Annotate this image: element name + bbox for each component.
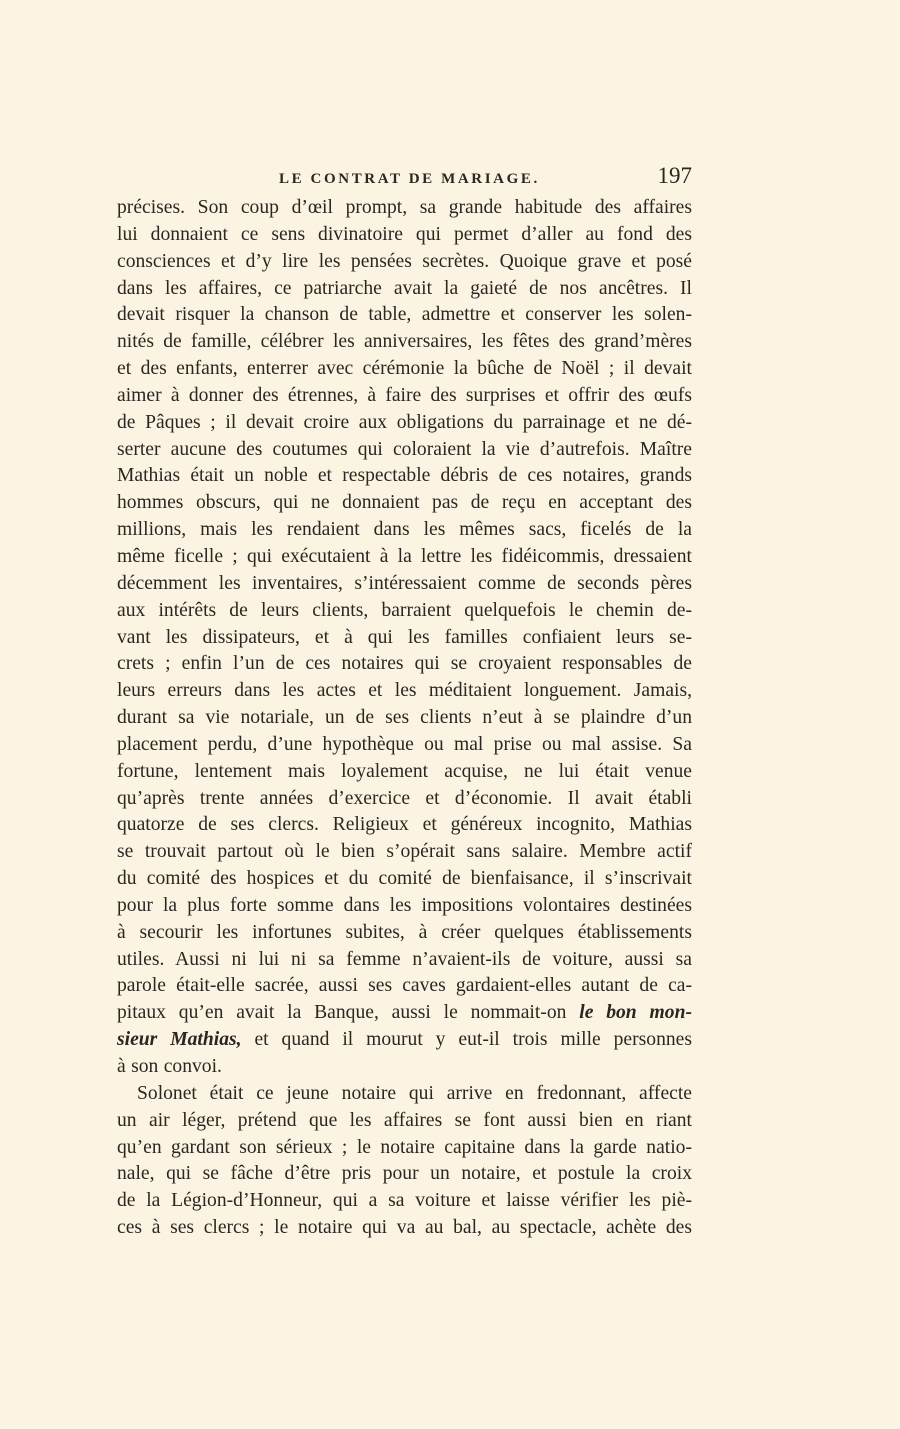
text-line: leurs erreurs dans les actes et les méditaient longuement. Jamais, <box>117 680 692 702</box>
text-line: aimer à donner des étrennes, à faire des surprises et offrir des œufs <box>117 384 692 406</box>
italic-phrase: le bon mon- <box>579 1002 692 1024</box>
text-segment: pitaux qu’en avait la Banque, aussi le nommait-on <box>117 1002 580 1024</box>
text-segment: et quand il mourut y eut-il trois mille personnes <box>241 1029 692 1051</box>
text-line: placement perdu, d’une hypothèque ou mal prise ou mal assise. Sa <box>117 733 692 755</box>
text-line: vant les dissipateurs, et à qui les familles confiaient leurs se- <box>117 626 692 648</box>
text-line: parole était-elle sacrée, aussi ses caves gardaient-elles autant de ca- <box>117 975 692 997</box>
text-line: serter aucune des coutumes qui coloraient la vie d’autrefois. Maître <box>117 438 692 460</box>
page-number: 197 <box>657 163 692 188</box>
text-line: crets ; enfin l’un de ces notaires qui se croyaient responsables de <box>117 653 692 675</box>
text-line: ces à ses clercs ; le notaire qui va au bal, au spectacle, achète des <box>117 1217 692 1239</box>
text-line: hommes obscurs, qui ne donnaient pas de reçu en acceptant des <box>117 492 692 514</box>
text-line: nités de famille, célébrer les anniversaires, les fêtes des grand’mères <box>117 331 692 353</box>
italic-phrase: sieur Mathias, <box>117 1029 242 1051</box>
text-line: même ficelle ; qui exécutaient à la lettre les fidéicommis, dressaient <box>117 545 692 567</box>
running-title: LE CONTRAT DE MARIAGE. <box>279 171 540 187</box>
text-line: fortune, lentement mais loyalement acquise, ne lui était venue <box>117 760 692 782</box>
text-line: à secourir les infortunes subites, à créer quelques établissements <box>117 921 692 943</box>
paragraph-1 <box>117 195 692 1081</box>
text-line: se trouvait partout où le bien s’opérait sans salaire. Membre actif <box>117 841 692 863</box>
text-line: un air léger, prétend que les affaires se font aussi bien en riant <box>117 1109 692 1131</box>
text-line: à son convoi. <box>117 1056 222 1077</box>
text-line: aux intérêts de leurs clients, barraient quelquefois le chemin de- <box>117 599 692 621</box>
text-line: millions, mais les rendaient dans les mêmes sacs, ficelés de la <box>117 519 692 541</box>
text-line: consciences et d’y lire les pensées secrètes. Quoique grave et posé <box>117 250 692 272</box>
text-line: nale, qui se fâche d’être pris pour un notaire, et postule la croix <box>117 1163 692 1185</box>
text-line: précises. Son coup d’œil prompt, sa grande habitude des affaires <box>117 197 692 218</box>
text-line <box>117 1027 692 1054</box>
text-line: durant sa vie notariale, un de ses clients n’eut à se plaindre d’un <box>117 707 692 729</box>
text-line: de la Légion-d’Honneur, qui a sa voiture et laisse vérifier les piè- <box>117 1190 692 1212</box>
text-line: Solonet était ce jeune notaire qui arrive en fredonnant, affecte <box>137 1082 692 1104</box>
text-line: pour la plus forte somme dans les impositions volontaires destinées <box>117 894 692 916</box>
text-line: lui donnaient ce sens divinatoire qui permet d’aller au fond des <box>117 223 692 245</box>
paragraph-2 <box>117 1081 692 1242</box>
text-line: du comité des hospices et du comité de bienfaisance, il s’inscrivait <box>117 868 692 890</box>
text-line: qu’en gardant son sérieux ; le notaire capitaine dans la garde natio- <box>117 1136 692 1158</box>
text-line: dans les affaires, ce patriarche avait la gaieté de nos ancêtres. Il <box>117 277 692 299</box>
text-line: devait risquer la chanson de table, admettre et conserver les solen- <box>117 304 692 326</box>
text-line: qu’après trente années d’exercice et d’économie. Il avait établi <box>117 787 692 809</box>
text-line: décemment les inventaires, s’intéressaient comme de seconds pères <box>117 572 692 594</box>
body-text <box>117 195 692 1242</box>
text-line <box>117 1000 692 1027</box>
text-line: utiles. Aussi ni lui ni sa femme n’avaient-ils de voiture, aussi sa <box>117 948 692 970</box>
text-line: quatorze de ses clercs. Religieux et généreux incognito, Mathias <box>117 814 692 836</box>
text-line: de Pâques ; il devait croire aux obligations du parrainage et ne dé- <box>117 411 692 433</box>
text-line: et des enfants, enterrer avec cérémonie la bûche de Noël ; il devait <box>117 358 692 380</box>
running-head <box>117 163 692 193</box>
text-line: Mathias était un noble et respectable débris de ces notaires, grands <box>117 465 692 487</box>
